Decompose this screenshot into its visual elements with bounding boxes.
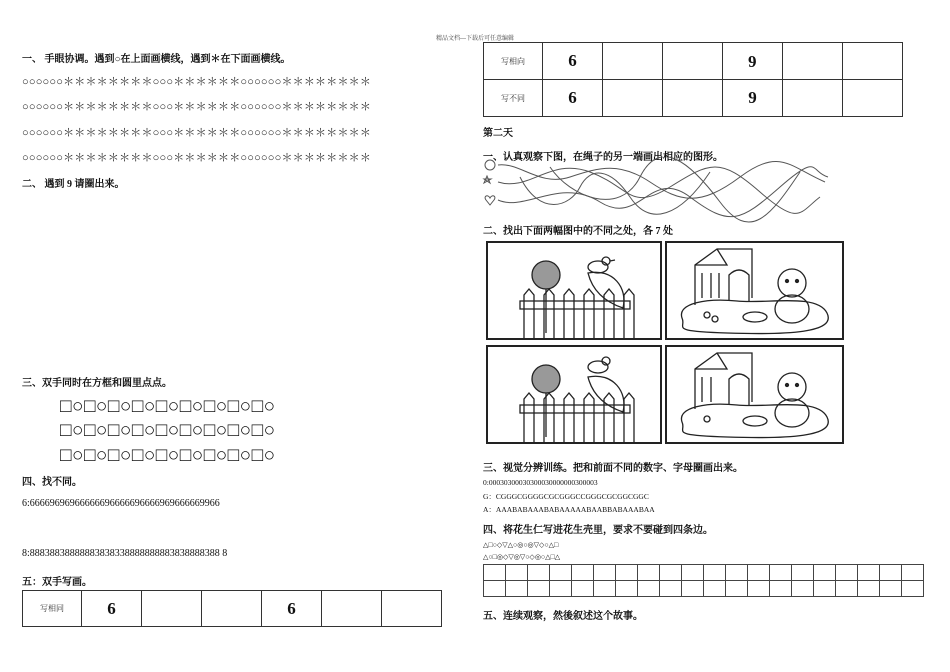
grid-cell[interactable] <box>682 565 704 581</box>
grid-cell[interactable] <box>814 581 836 597</box>
write-cell[interactable] <box>663 43 723 80</box>
write-cell[interactable]: 9 <box>723 80 783 117</box>
doghouse-picture-b <box>665 345 844 444</box>
right-write-table <box>483 42 903 117</box>
symbol-row-2: ○○○○○○＊＊＊＊＊＊＊＊○○○＊＊＊＊＊＊○○○○○○＊＊＊＊＊＊＊＊ <box>22 101 372 113</box>
grid-cell[interactable] <box>704 581 726 597</box>
grid-cell[interactable] <box>594 565 616 581</box>
grid-cell[interactable] <box>638 581 660 597</box>
peanut-grid <box>483 564 924 597</box>
grid-cell[interactable] <box>880 581 902 597</box>
grid-cell[interactable] <box>484 565 506 581</box>
grid-cell[interactable] <box>616 581 638 597</box>
grid-cell[interactable] <box>594 581 616 597</box>
write-label: 写相向 <box>484 43 543 80</box>
symbol-row-4: ○○○○○○＊＊＊＊＊＊＊＊○○○＊＊＊＊＊＊○○○○○○＊＊＊＊＊＊＊＊ <box>22 152 372 164</box>
grid-cell[interactable] <box>748 565 770 581</box>
write-cell[interactable] <box>202 591 262 627</box>
symbol-row-3: ○○○○○○＊＊＊＊＊＊＊＊○○○＊＊＊＊＊＊○○○○○○＊＊＊＊＊＊＊＊ <box>22 127 372 139</box>
write-cell[interactable]: 6 <box>262 591 322 627</box>
sunflower-picture-a <box>486 241 662 340</box>
visual-line-g: G：CGGGCGGGGCGCGGGCCGGGCGCGGCGGC <box>483 492 649 501</box>
grid-cell[interactable] <box>572 565 594 581</box>
day2-heading: 第二天 <box>483 128 513 139</box>
write-cell[interactable] <box>382 591 442 627</box>
write-cell[interactable] <box>843 80 903 117</box>
write-cell[interactable] <box>783 43 843 80</box>
grid-cell[interactable] <box>858 581 880 597</box>
write-cell[interactable]: 6 <box>543 80 603 117</box>
section2-title: 二、 遇到 9 请圈出来。 <box>22 179 125 190</box>
sunflower-picture-b <box>486 345 662 444</box>
write-cell[interactable] <box>603 43 663 80</box>
write-cell[interactable] <box>843 43 903 80</box>
r-section5-title: 五、连续观察，然後叙述这个故事。 <box>483 611 643 622</box>
grid-cell[interactable] <box>572 581 594 597</box>
section1-title: 一、 手眼协调。遇到○在上面画横线，遇到＊在下面画横线。 <box>22 54 291 65</box>
page-header: 精品文档---下载后可任意编辑 <box>436 36 514 42</box>
grid-cell[interactable] <box>792 581 814 597</box>
shape-line-1: △□○◇▽△○◎○◎▽◇○△□ <box>483 541 559 549</box>
box-circle-row-2: □○□○□○□○□○□○□○□○□○ <box>60 420 276 441</box>
left-write-table <box>22 590 442 627</box>
write-cell[interactable] <box>142 591 202 627</box>
r-section2-title: 二、找出下面两幅图中的不同之处，各 7 处 <box>483 226 673 237</box>
grid-cell[interactable] <box>902 581 924 597</box>
write-cell[interactable]: 6 <box>82 591 142 627</box>
grid-cell[interactable] <box>616 565 638 581</box>
write-cell[interactable] <box>603 80 663 117</box>
r-section1-title: 一、认真观察下图，在绳子的另一端画出相应的图形。 <box>483 152 723 163</box>
digits-line-6: 6:66669696966666696666696666969666669966 <box>22 498 220 509</box>
grid-cell[interactable] <box>704 565 726 581</box>
visual-line-0: 0:00030300030300030000000300003 <box>483 478 598 487</box>
shape-line-2: △○□◎◇▽◎▽○◇◎○△□△ <box>483 553 561 561</box>
heart-icon <box>485 196 495 205</box>
grid-cell[interactable] <box>484 581 506 597</box>
grid-cell[interactable] <box>792 565 814 581</box>
grid-cell[interactable] <box>660 565 682 581</box>
section4-title: 四、找不同。 <box>22 477 82 488</box>
section5-title: 五：双手写画。 <box>22 577 92 588</box>
grid-cell[interactable] <box>550 581 572 597</box>
grid-cell[interactable] <box>506 565 528 581</box>
digits-line-8: 8:88838838888883838338888888883838888388 8 <box>22 548 228 559</box>
grid-cell[interactable] <box>550 565 572 581</box>
write-cell[interactable] <box>663 80 723 117</box>
grid-cell[interactable] <box>880 565 902 581</box>
write-cell[interactable] <box>322 591 382 627</box>
r-section3-title: 三、视觉分辨训练。把和前面不同的数字、字母圈画出来。 <box>483 463 743 474</box>
r-section4-title: 四、将花生仁写进花生壳里，要求不要碰到四条边。 <box>483 525 713 536</box>
grid-cell[interactable] <box>726 565 748 581</box>
grid-cell[interactable] <box>528 565 550 581</box>
grid-cell[interactable] <box>836 581 858 597</box>
grid-cell[interactable] <box>836 565 858 581</box>
grid-cell[interactable] <box>660 581 682 597</box>
write-label: 写相同 <box>23 591 82 627</box>
write-label: 写不同 <box>484 80 543 117</box>
star-icon <box>484 176 491 183</box>
grid-cell[interactable] <box>814 565 836 581</box>
grid-cell[interactable] <box>726 581 748 597</box>
box-circle-row-1: □○□○□○□○□○□○□○□○□○ <box>60 396 276 417</box>
doghouse-picture-a <box>665 241 844 340</box>
write-cell[interactable]: 6 <box>543 43 603 80</box>
grid-cell[interactable] <box>902 565 924 581</box>
grid-cell[interactable] <box>506 581 528 597</box>
symbol-row-1: ○○○○○○＊＊＊＊＊＊＊＊○○○＊＊＊＊＊＊○○○○○○＊＊＊＊＊＊＊＊ <box>22 76 372 88</box>
visual-line-a: A：AAABABAAABABAAAAABAABBABAAABAA <box>483 505 655 514</box>
grid-cell[interactable] <box>748 581 770 597</box>
box-circle-row-3: □○□○□○□○□○□○□○□○□○ <box>60 445 276 466</box>
rotated-digit: 6 <box>748 52 757 71</box>
smiley-icon <box>485 160 495 170</box>
write-cell[interactable] <box>783 80 843 117</box>
grid-cell[interactable] <box>528 581 550 597</box>
rope-tangle-image <box>480 157 835 225</box>
grid-cell[interactable] <box>770 581 792 597</box>
write-cell[interactable] <box>723 43 783 80</box>
grid-cell[interactable] <box>770 565 792 581</box>
grid-cell[interactable] <box>638 565 660 581</box>
grid-cell[interactable] <box>682 581 704 597</box>
grid-cell[interactable] <box>858 565 880 581</box>
section3-title: 三、双手同时在方框和圆里点点。 <box>22 378 172 389</box>
